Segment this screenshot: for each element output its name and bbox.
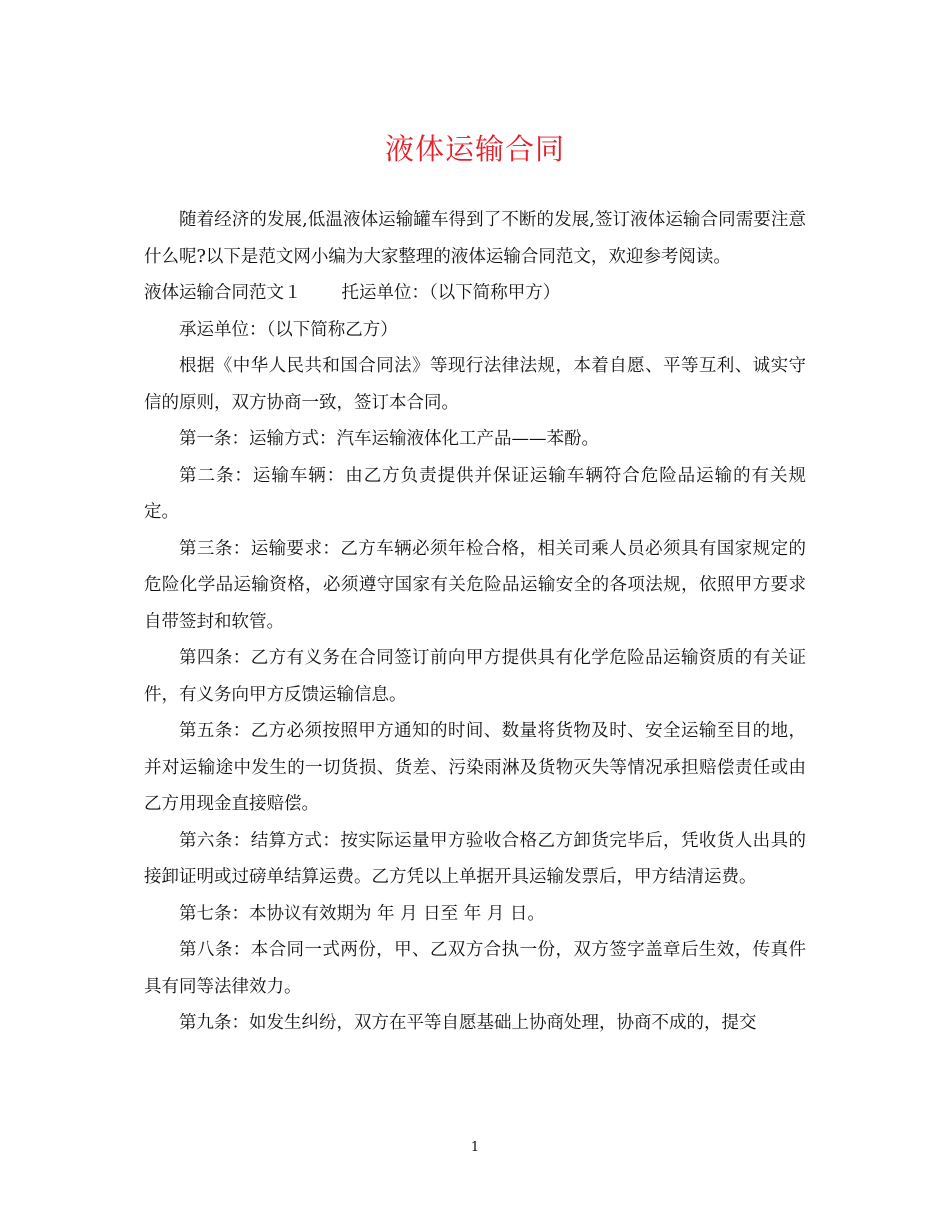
article-5: 第五条：乙方必须按照甲方通知的时间、数量将货物及时、安全运输至目的地，并对运输途中发生的一切货损、货差、污染雨淋及货物灭失等情况承担赔偿责任或由乙方用现金直接赔偿。 — [144, 721, 806, 814]
document-body — [144, 202, 806, 1042]
article-9: 第九条：如发生纠纷，双方在平等自愿基础上协商处理，协商不成的，提交 — [179, 1013, 757, 1033]
sample-heading: 液体运输合同范文１ — [144, 283, 302, 303]
article-3: 第三条：运输要求：乙方车辆必须年检合格，相关司乘人员必须具有国家规定的危险化学品运输资格，必须遵守国家有关危险品运输安全的各项法规，依照甲方要求自带签封和软管。 — [144, 538, 806, 632]
article-8: 第八条：本合同一式两份，甲、乙双方合执一份，双方签字盖章后生效，传真件具有同等法律效力。 — [144, 940, 806, 997]
article-1: 第一条：运输方式：汽车运输液体化工产品——苯酚。 — [179, 429, 599, 449]
basis-paragraph: 根据《中华人民共和国合同法》等现行法律法规，本着自愿、平等互利、诚实守信的原则，双方协商一致，签订本合同。 — [144, 356, 806, 413]
article-4: 第四条：乙方有义务在合同签订前向甲方提供具有化学危险品运输资质的有关证件，有义务向甲方反馈运输信息。 — [144, 648, 806, 705]
carrier-line: 承运单位：（以下简称乙方） — [179, 319, 398, 340]
document-title: 液体运输合同 — [384, 132, 565, 166]
article-6: 第六条：结算方式：按实际运量甲方验收合格乙方卸货完毕后，凭收货人出具的接卸证明或过磅单结算运费。乙方凭以上单据开具运输发票后，甲方结清运费。 — [144, 830, 806, 887]
page-number: 1 — [470, 1140, 480, 1155]
consignor-line: 托运单位：（以下简称甲方） — [341, 283, 561, 303]
sample-heading-line — [144, 275, 806, 312]
article-7: 第七条：本协议有效期为 年 月 日至 年 月 日。 — [179, 903, 545, 924]
article-2: 第二条：运输车辆：由乙方负责提供并保证运输车辆符合危险品运输的有关规定。 — [144, 465, 806, 522]
intro-paragraph: 随着经济的发展,低温液体运输罐车得到了不断的发展,签订液体运输合同需要注意什么呢?以下是范文网小编为大家整理的液体运输合同范文，欢迎参考阅读。 — [144, 210, 806, 267]
